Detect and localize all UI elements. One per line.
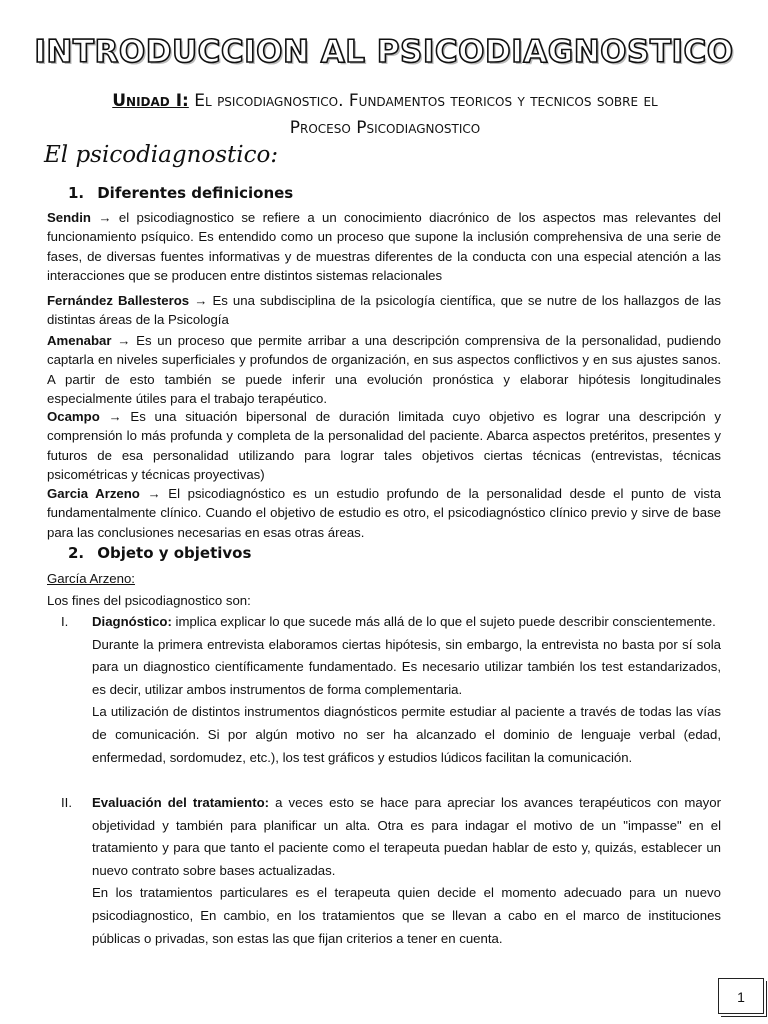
- heading-text: Objeto y objetivos: [97, 544, 252, 562]
- heading-objectives: [68, 544, 251, 562]
- definition-author: Ocampo: [47, 409, 100, 424]
- definition-author: Sendin: [47, 210, 91, 225]
- unit-text-line1: El psicodiagnostico. Fundamentos teoricos y tecnicos sobre el: [188, 91, 658, 111]
- arrow-icon: →: [194, 293, 208, 308]
- arrow-icon: →: [98, 210, 112, 225]
- subheading-garcia-arzeno: García Arzeno:: [47, 571, 135, 586]
- definition-author: Amenabar: [47, 333, 112, 348]
- list-item-evaluacion: [92, 792, 721, 950]
- item-label: Evaluación del tratamiento:: [92, 795, 270, 810]
- item-paragraph: a veces esto se hace para apreciar los avances terapéuticos con mayor objetividad y también para planificar un alta. Otra es para indagar el motivo de un "impasse" en el tratamiento y para que tanto el paciente como el terapeuta puedan hablar de esto y, quizás, establecer un nuevo contrato sobre bases actualizadas.: [92, 795, 721, 878]
- unit-text-line2: Proceso Psicodiagnostico: [289, 118, 481, 138]
- intro-text: Los fines del psicodiagnostico son:: [47, 593, 251, 608]
- list-number: I.: [61, 614, 69, 629]
- definition-text: Es un proceso que permite arribar a una descripción comprensiva de la personalidad, pudiendo captarla en niveles superficiales y profundos de organización, en sus aspectos conflictivos y en sus ajustes sanos. A partir de esto también se puede inferir una evolución pronóstica y elaborar hipótesis longitudinales especialmente útiles para el trabajo terapéutico.: [47, 333, 721, 407]
- arrow-icon: →: [117, 333, 131, 348]
- definition-author: Garcia Arzeno: [47, 486, 140, 501]
- item-paragraph: La utilización de distintos instrumentos diagnósticos permite estudiar al paciente a través de todas las vías de comunicación. Si por algún motivo no ser ha alcanzado el dominio de lenguaje verbal (edad, enfermedad, sordomudez, etc.), los test gráficos y estudios lúdicos facilitan la comunicación.: [92, 704, 721, 765]
- definition-author: Fernández Ballesteros: [47, 293, 190, 308]
- document-title: INTRODUCCION AL PSICODIAGNOSTICO: [34, 34, 734, 70]
- definition-ocampo: [47, 407, 721, 485]
- section-title: El psicodiagnostico:: [44, 142, 279, 168]
- list-number: II.: [61, 795, 72, 810]
- heading-text: Diferentes definiciones: [97, 184, 294, 202]
- definition-amenabar: [47, 331, 721, 409]
- item-label: Diagnóstico:: [92, 614, 172, 629]
- arrow-icon: →: [147, 486, 161, 501]
- definition-fernandez-ballesteros: [47, 291, 721, 330]
- definition-text: Es una subdisciplina de la psicología científica, que se nutre de los hallazgos de las distintas áreas de la Psicología: [47, 293, 722, 328]
- definition-text: el psicodiagnostico se refiere a un conocimiento diacrónico de los aspectos mas relevantes del funcionamiento psíquico. Es entendido como un proceso que supone la inclusión comprehensiva de una serie de fases, de diversas fuentes informativas y de muestras diferentes de la conducta con una especial atención a las interacciones que se producen entre distintos sistemas relacionales: [47, 210, 721, 284]
- heading-number: 1.: [68, 184, 85, 202]
- definition-sendin: [47, 208, 721, 286]
- definition-text: Es una situación bipersonal de duración limitada cuyo objetivo es lograr una descripción y comprensión lo más profunda y completa de la personalidad del paciente. Abarca aspectos pretéritos, presentes y futuros de esa personalidad utilizando para lograr tales objetivos ciertas técnicas (entrevistas, técnicas psicométricas y técnicas proyectivas): [47, 409, 721, 483]
- unit-label: Unidad I:: [112, 91, 189, 111]
- item-paragraph: implica explicar lo que sucede más allá de lo que el sujeto puede describir conscientemente.: [171, 614, 716, 629]
- definition-garcia-arzeno: [47, 484, 721, 542]
- unit-heading: [40, 88, 730, 142]
- list-item-diagnostico: [92, 611, 721, 769]
- heading-number: 2.: [68, 544, 85, 562]
- heading-definitions: [68, 184, 293, 202]
- item-paragraph: En los tratamientos particulares es el terapeuta quien decide el momento adecuado para un nuevo psicodiagnostico, En cambio, en los tratamientos que se llevan a cabo en el marco de instituciones públicas o privadas, son estas las que fijan criterios a tener en cuenta.: [92, 885, 721, 946]
- page-number: 1: [718, 978, 764, 1014]
- definition-text: El psicodiagnóstico es un estudio profundo de la personalidad desde el punto de vista fundamentalmente clínico. Cuando el objetivo de estudio es otro, el psicodiagnóstico clínico previo y sirve de base para las conclusiones necesarias en esas otras áreas.: [47, 486, 721, 540]
- arrow-icon: →: [108, 409, 122, 424]
- item-paragraph: Durante la primera entrevista elaboramos ciertas hipótesis, sin embargo, la entrevista no basta por sí sola para un diagnostico científicamente fundamentado. Es necesario utilizar también los test estandarizados, es decir, utilizar ambos instrumentos de forma complementaria.: [92, 636, 721, 697]
